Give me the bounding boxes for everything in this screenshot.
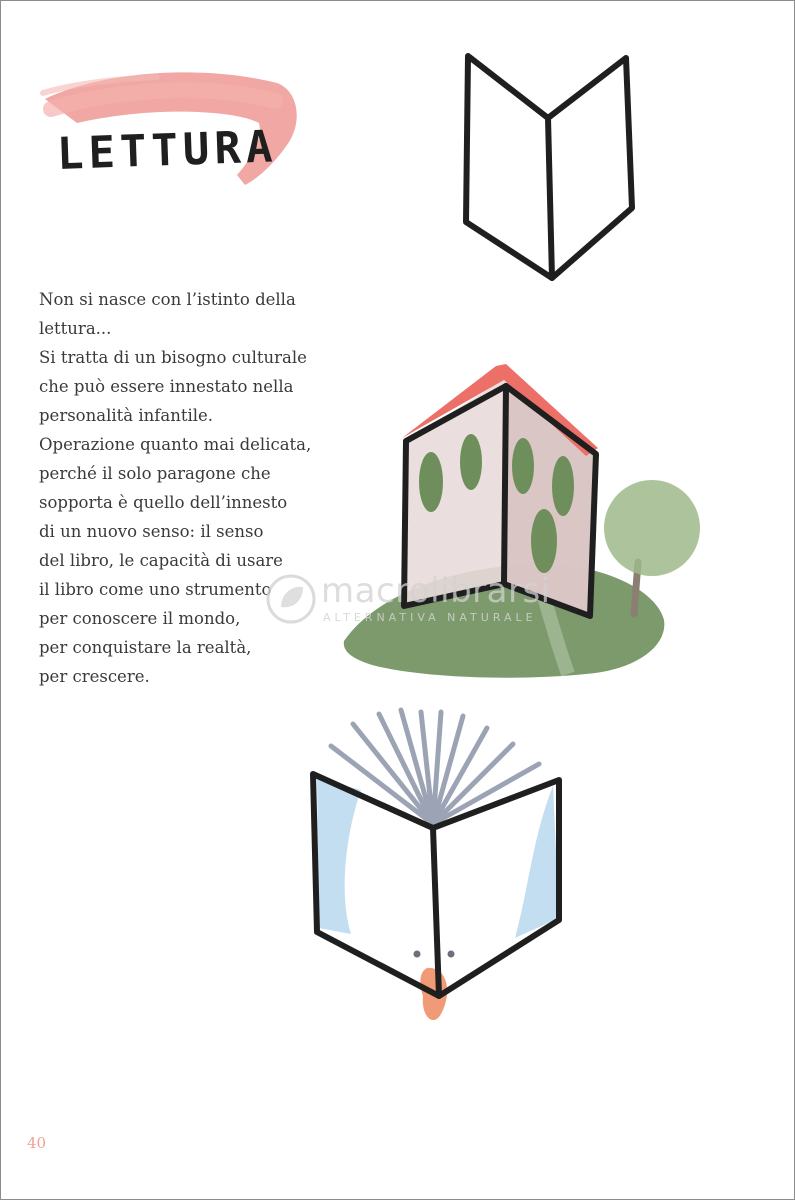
text-line: che può essere innestato nella [39,377,294,396]
text-line: del libro, le capacità di usare [39,551,283,570]
text-line: Operazione quanto mai delicata, [39,435,312,454]
body-text [39,285,359,691]
text-line: per crescere. [39,667,150,686]
tree-crown [604,480,700,576]
text-line: per conquistare la realtà, [39,638,252,657]
text-line: perché il solo paragone che [39,464,271,483]
open-book-outline-illustration [456,46,646,291]
title-block [37,53,307,193]
text-line: personalità infantile. [39,406,214,425]
text-line: lettura... [39,319,112,338]
page-number: 40 [27,1134,47,1152]
watermark-brand: macrolibrarsi [321,571,551,611]
watermark-tagline: ALTERNATIVA NATURALE [323,611,537,624]
open-book-illustration [301,706,576,1031]
text-line: di un nuovo senso: il senso [39,522,264,541]
text-line: il libro come uno strumento [39,580,272,599]
text-line: Si tratta di un bisogno culturale [39,348,307,367]
text-line: per conoscere il mondo, [39,609,241,628]
text-line: sopporta è quello dell’innesto [39,493,288,512]
page-title: LETTURA [56,121,279,180]
house-illustration [336,356,711,691]
text-line: Non si nasce con l’istinto della [39,290,296,309]
